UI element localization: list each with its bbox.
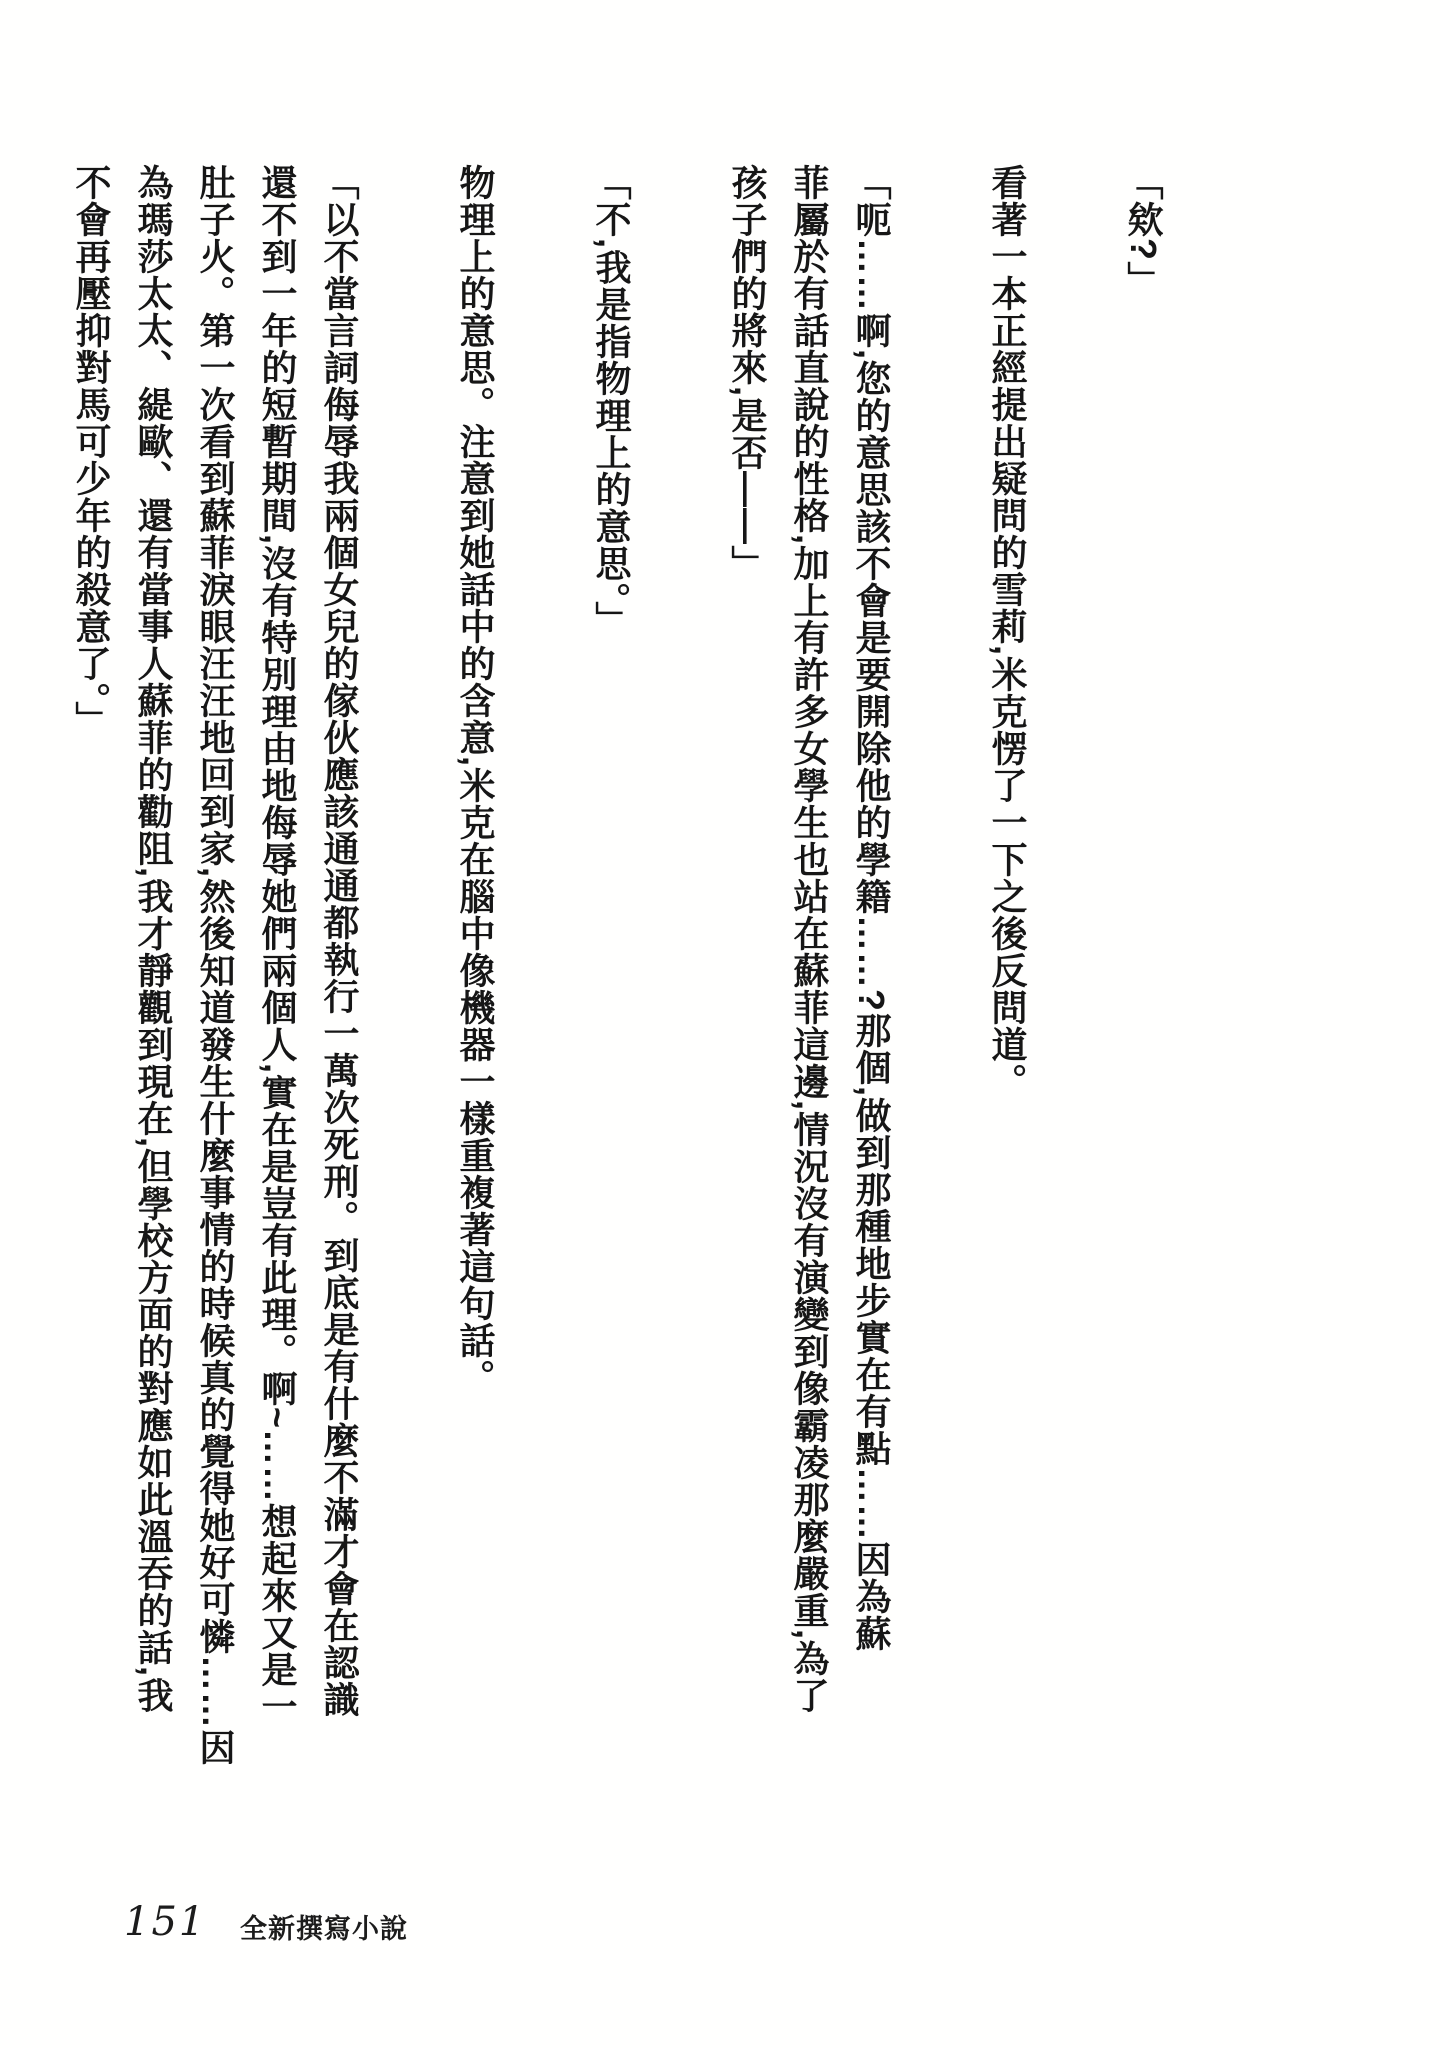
text-column <box>0 164 60 1844</box>
text-column: 為瑪莎太太、緹歐、還有當事人蘇菲的勸阻,我才靜觀到現在,但學校方面的對應如此溫吞的話,我 <box>133 164 174 1715</box>
page-footer <box>0 1893 1440 1953</box>
text-column: 物理上的意思。注意到她話中的含意,米克在腦中像機器一樣重複著這句話。 <box>455 164 496 1397</box>
text-column: 菲屬於有話直說的性格,加上有許多女學生也站在蘇菲這邊,情況沒有演變到像霸凌那麼嚴重,為了 <box>789 164 830 1715</box>
text-column: 孩子們的將來,是否——」 <box>727 164 768 583</box>
text-column: 「不,我是指物理上的意思。」 <box>591 164 632 639</box>
text-column: 「以不當言詞侮辱我兩個女兒的傢伙應該通通都執行一萬次死刑。到底是有什麼不滿才會在認識 <box>319 164 360 1718</box>
text-column: 不會再壓抑對馬可少年的殺意了。」 <box>71 164 112 738</box>
text-column: 「呃……啊,您的意思該不會是要開除他的學籍……?那個,做到那種地步實在有點……因為蘇 <box>851 164 892 1652</box>
text-column: 還不到一年的短暫期間,沒有特別理由地侮辱她們兩個人,實在是豈有此理。啊~……想起來又是一 <box>257 164 298 1726</box>
text-column: 看著一本正經提出疑問的雪莉,米克愣了一下之後反問道。 <box>987 164 1028 1101</box>
page-number: 151 <box>124 1899 207 1945</box>
section-label: 全新撰寫小說 <box>240 1914 408 1944</box>
text-column: 肚子火。第一次看到蘇菲淚眼汪汪地回到家,然後知道發生什麼事情的時候真的覺得她好可憐……因 <box>195 164 236 1767</box>
novel-text-block <box>71 164 1248 1844</box>
text-column: 「欸?」 <box>1123 164 1164 298</box>
